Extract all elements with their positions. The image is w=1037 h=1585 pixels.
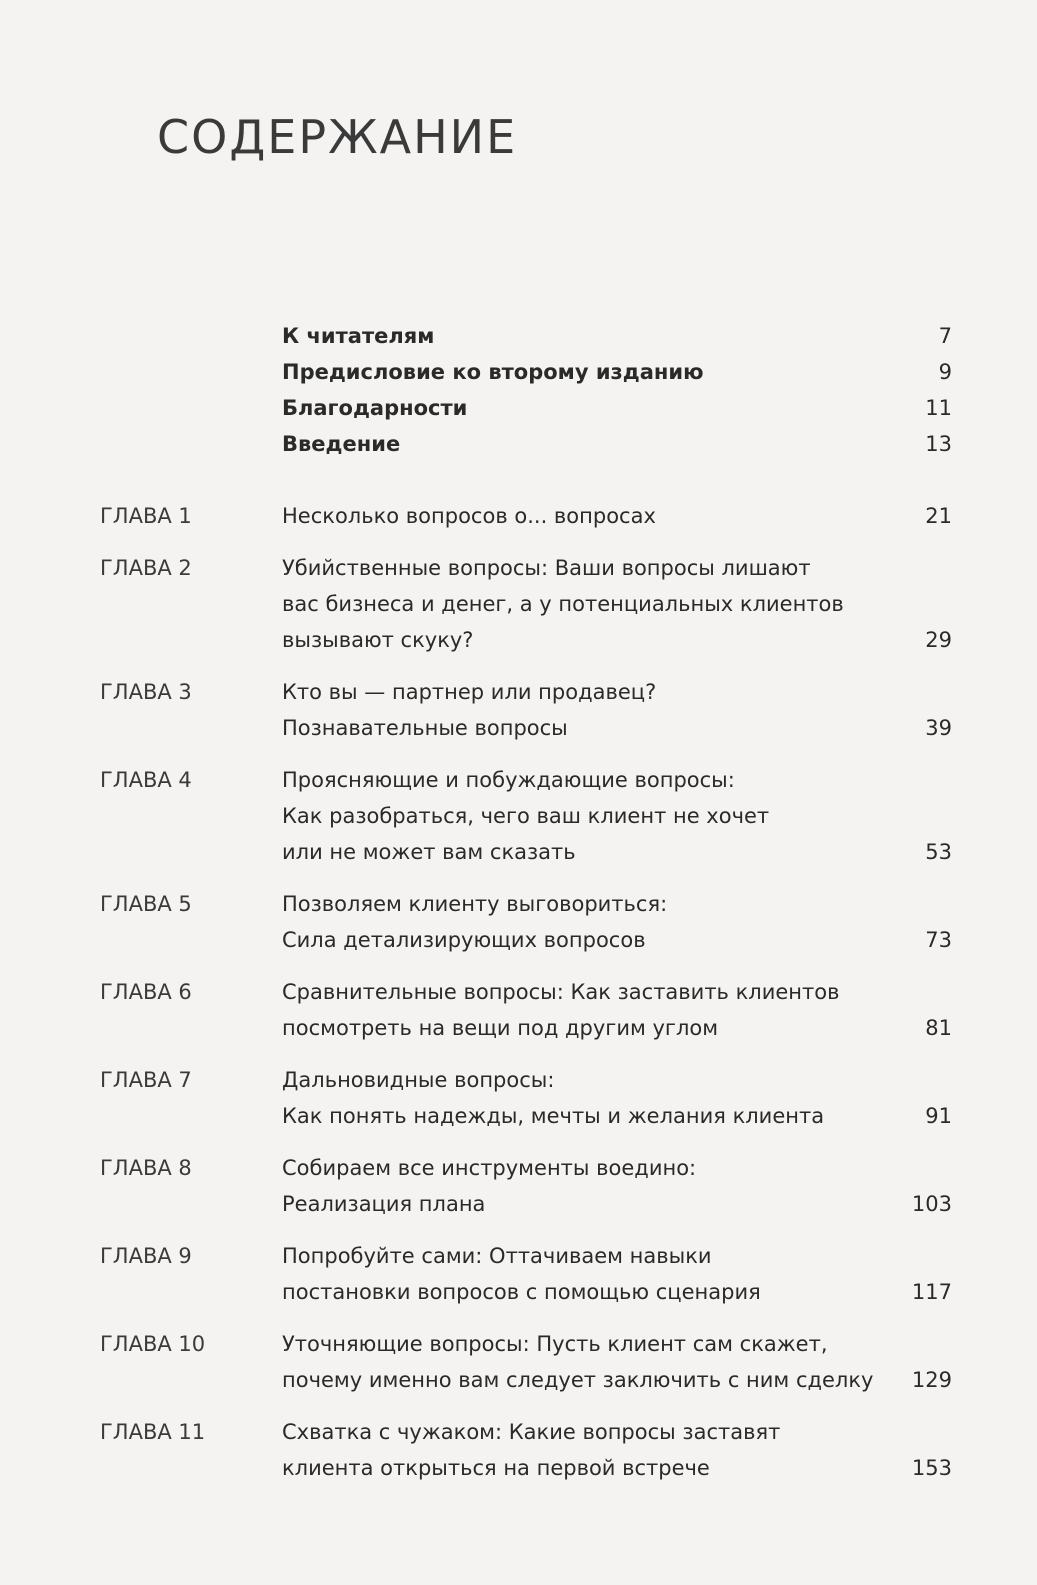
chapter-entry — [100, 1062, 952, 1134]
chapter-label: ГЛАВА 5 — [100, 892, 192, 916]
chapter-entry — [100, 762, 952, 870]
toc-entry-page: 13 — [925, 432, 952, 456]
chapter-title-line: клиента открыться на первой встрече — [282, 1456, 710, 1480]
chapter-title-line: Несколько вопросов о... вопросах — [282, 504, 656, 528]
chapter-title-line: или не может вам сказать — [282, 840, 576, 864]
toc-entry-title: К читателям — [282, 324, 435, 348]
toc-entry-title: Введение — [282, 432, 401, 456]
chapter-label: ГЛАВА 10 — [100, 1332, 206, 1356]
chapter-title-line: посмотреть на вещи под другим углом — [282, 1016, 719, 1040]
chapter-title-line: Познавательные вопросы — [282, 716, 568, 740]
chapter-title-line: вызывают скуку? — [282, 628, 474, 652]
chapter-title-line: Собираем все инструменты воедино: — [282, 1156, 697, 1180]
chapter-label: ГЛАВА 9 — [100, 1244, 192, 1268]
chapter-label: ГЛАВА 8 — [100, 1156, 192, 1180]
chapter-title-line: Реализация плана — [282, 1192, 486, 1216]
chapter-page: 117 — [911, 1280, 952, 1304]
toc-entry-page: 11 — [925, 396, 952, 420]
chapter-label: ГЛАВА 4 — [100, 768, 192, 792]
chapter-page: 39 — [925, 716, 952, 740]
chapter-page: 103 — [911, 1192, 952, 1216]
chapter-title-line: Кто вы — партнер или продавец? — [282, 680, 657, 704]
chapter-label: ГЛАВА 11 — [100, 1420, 206, 1444]
toc-entry-page: 9 — [938, 360, 952, 384]
toc-entry-title: Предисловие ко второму изданию — [282, 360, 704, 384]
chapter-title-line: Сравнительные вопросы: Как заставить клиентов — [282, 980, 840, 1004]
chapter-entry — [100, 498, 952, 534]
chapter-label: ГЛАВА 6 — [100, 980, 192, 1004]
chapter-page: 81 — [925, 1016, 952, 1040]
chapter-title-line: вас бизнеса и денег, а у потенциальных клиентов — [282, 592, 844, 616]
chapter-page: 73 — [925, 928, 952, 952]
toc-entry-page: 7 — [938, 324, 952, 348]
front-matter-list — [282, 324, 952, 468]
chapter-entry — [100, 1150, 952, 1222]
chapter-title-line: Сила детализирующих вопросов — [282, 928, 646, 952]
chapter-page: 153 — [911, 1456, 952, 1480]
chapter-page: 91 — [925, 1104, 952, 1128]
chapter-page: 29 — [925, 628, 952, 652]
chapter-page: 129 — [911, 1368, 952, 1392]
chapter-title-line: Попробуйте сами: Оттачиваем навыки — [282, 1244, 712, 1268]
chapter-title-line: постановки вопросов с помощью сценария — [282, 1280, 761, 1304]
chapter-entry — [100, 550, 952, 658]
chapter-page: 21 — [925, 504, 952, 528]
chapter-entry — [100, 886, 952, 958]
chapter-title-line: Дальновидные вопросы: — [282, 1068, 555, 1092]
toc-entry — [282, 360, 952, 396]
chapter-title-line: Убийственные вопросы: Ваши вопросы лишают — [282, 556, 811, 580]
chapter-title-line: Позволяем клиенту выговориться: — [282, 892, 668, 916]
toc-entry — [282, 432, 952, 468]
chapter-entry — [100, 1326, 952, 1398]
chapter-label: ГЛАВА 2 — [100, 556, 192, 580]
chapter-title-line: Как разобраться, чего ваш клиент не хочет — [282, 804, 770, 828]
toc-entry-title: Благодарности — [282, 396, 468, 420]
chapter-label: ГЛАВА 3 — [100, 680, 192, 704]
chapter-entry — [100, 1414, 952, 1486]
chapter-entry — [100, 974, 952, 1046]
chapter-title-line: Уточняющие вопросы: Пусть клиент сам скажет, — [282, 1332, 828, 1356]
chapter-list — [100, 498, 952, 1502]
chapter-title-line: почему именно вам следует заключить с ним сделку — [282, 1368, 874, 1392]
chapter-label: ГЛАВА 7 — [100, 1068, 192, 1092]
page-title: СОДЕРЖАНИЕ — [157, 110, 518, 164]
chapter-title-line: Схватка с чужаком: Какие вопросы заставят — [282, 1420, 781, 1444]
chapter-title-line: Как понять надежды, мечты и желания клиента — [282, 1104, 825, 1128]
chapter-entry — [100, 1238, 952, 1310]
toc-entry — [282, 396, 952, 432]
chapter-entry — [100, 674, 952, 746]
toc-entry — [282, 324, 952, 360]
chapter-title-line: Проясняющие и побуждающие вопросы: — [282, 768, 735, 792]
chapter-page: 53 — [925, 840, 952, 864]
chapter-label: ГЛАВА 1 — [100, 504, 192, 528]
